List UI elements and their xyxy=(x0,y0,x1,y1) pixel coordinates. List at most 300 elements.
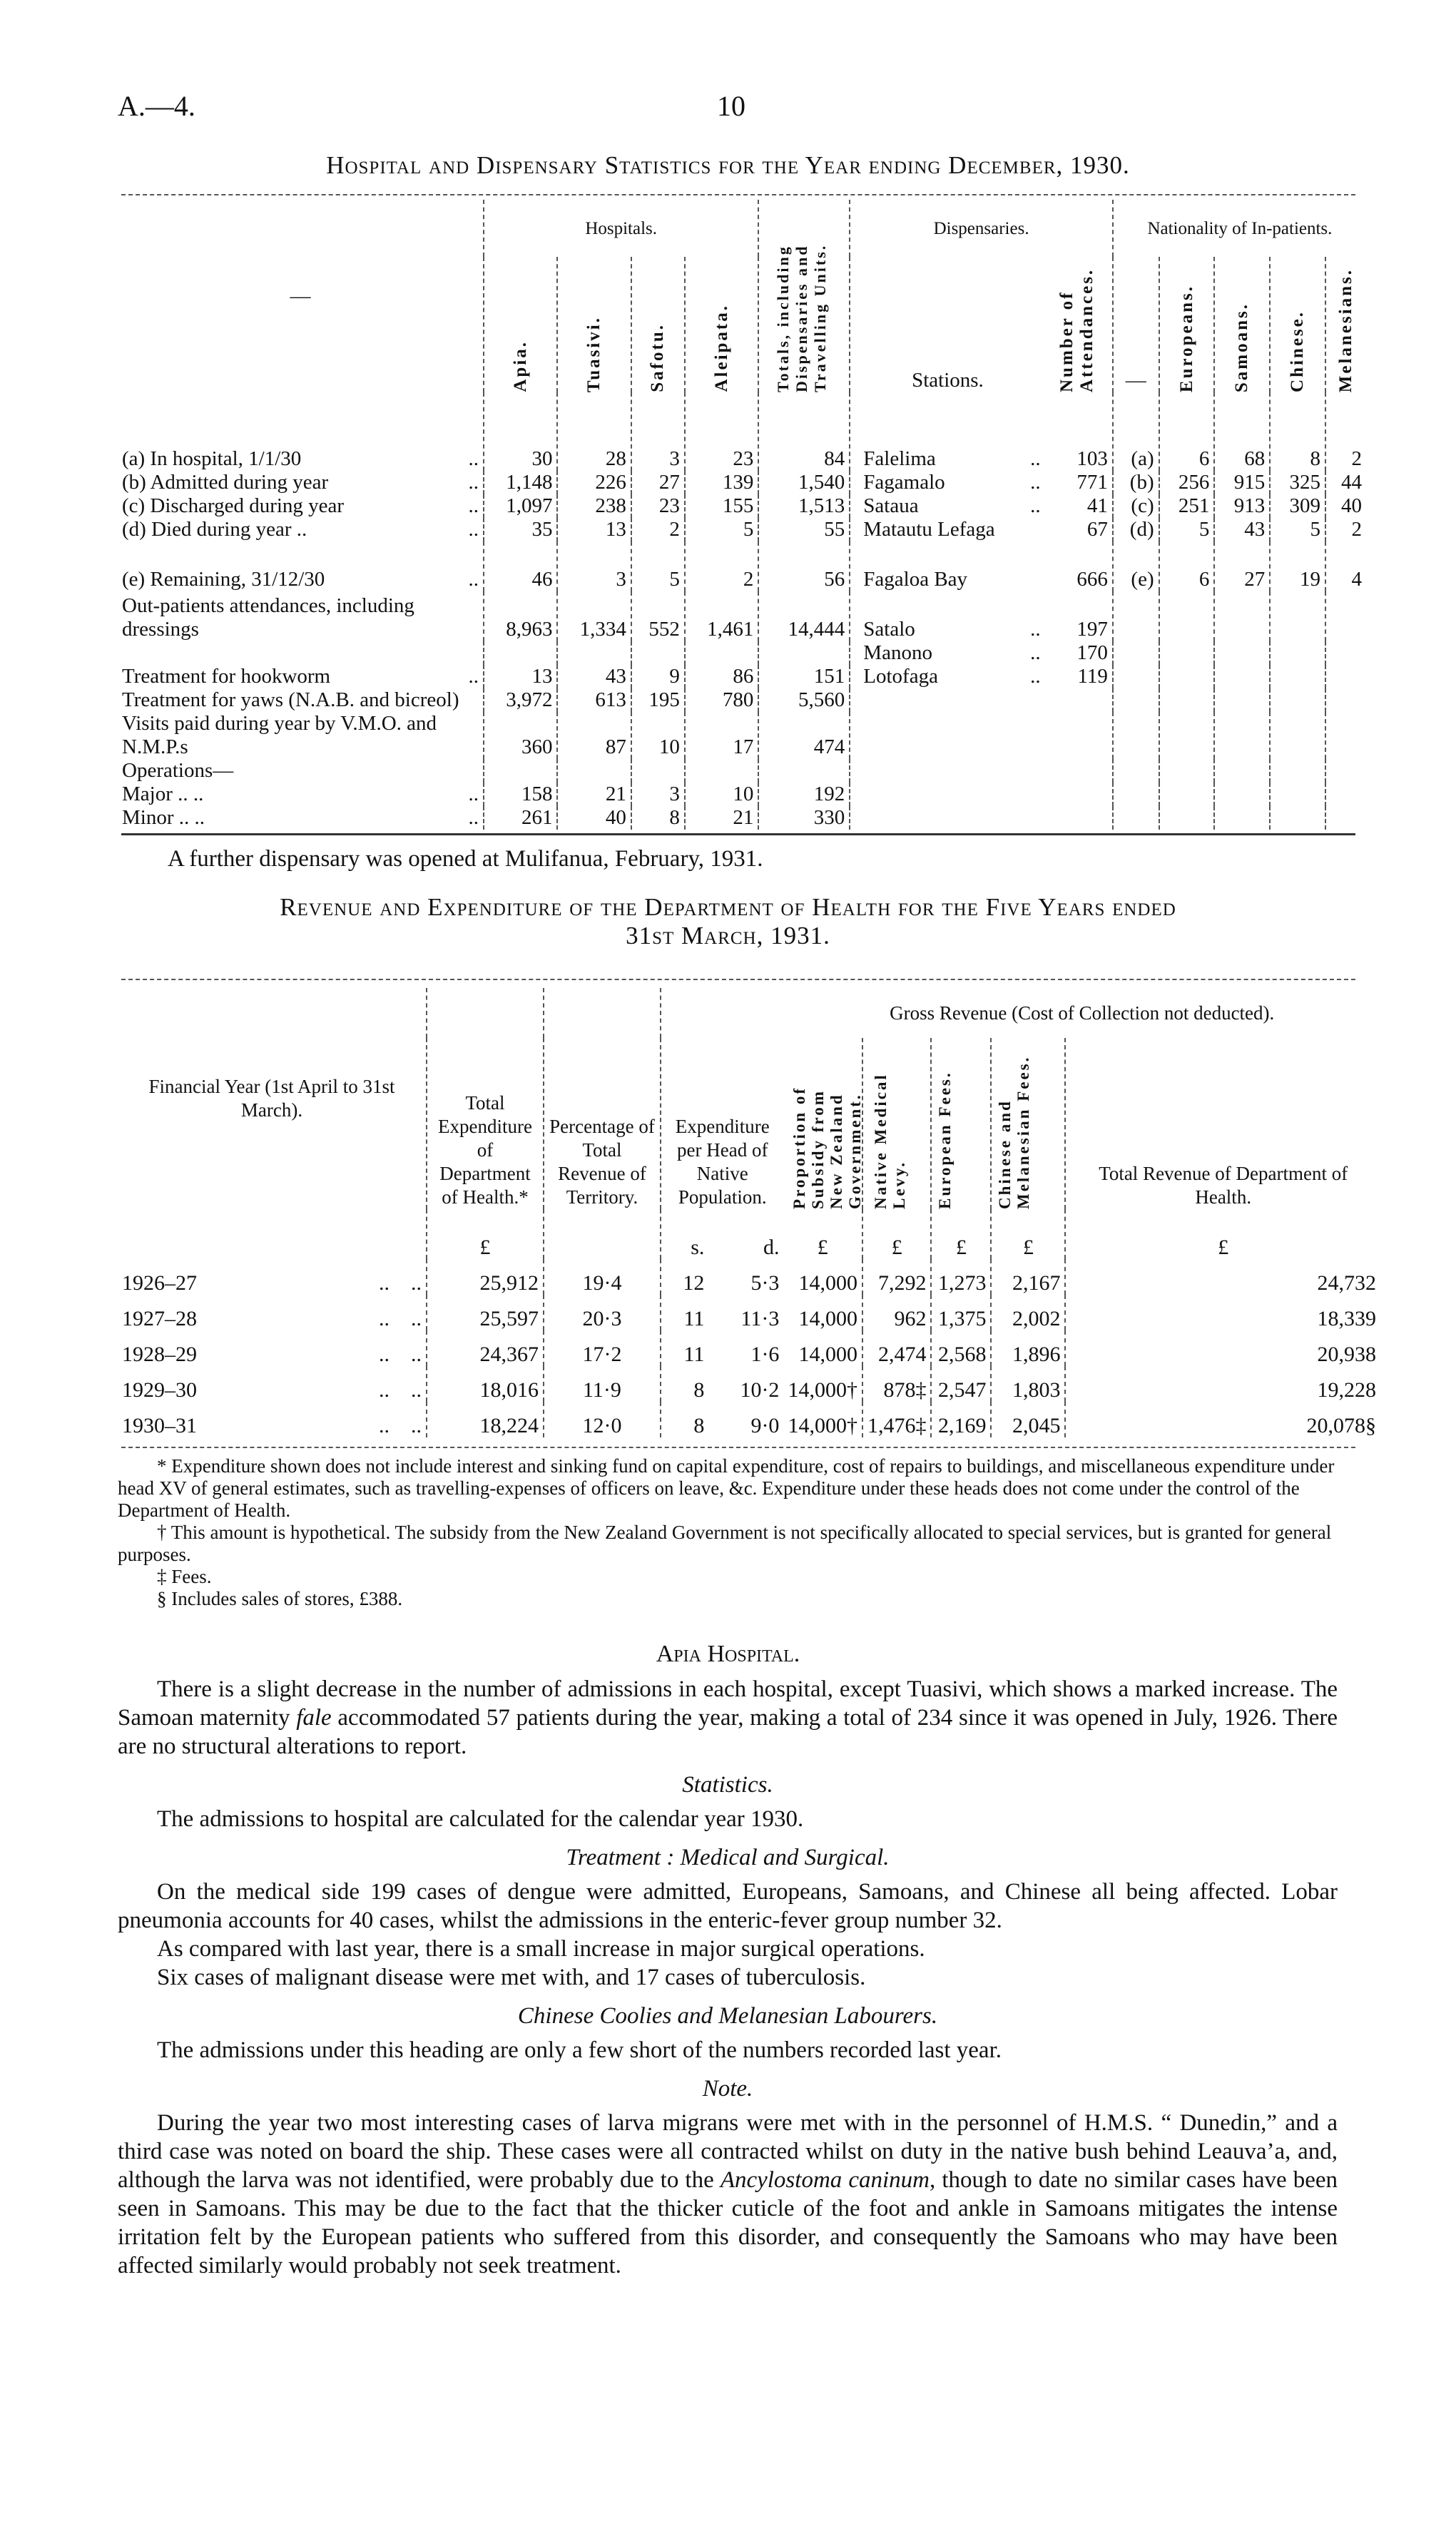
note-heading: Note. xyxy=(702,2076,753,2102)
table-row xyxy=(118,665,1366,688)
treatment-heading: Treatment : Medical and Surgical. xyxy=(566,1845,890,1870)
cell-value: 84 xyxy=(758,392,850,471)
samoans-label: Samoans. xyxy=(1232,302,1252,392)
chinese-melanesian-fees-header: Chinese and Melanesian Fees. xyxy=(996,1055,1033,1209)
nationality-count xyxy=(1325,591,1366,641)
nationality-count xyxy=(1270,591,1325,641)
italic-term: fale xyxy=(296,1705,332,1731)
document-reference: A.—4. xyxy=(118,90,195,122)
nationality-count xyxy=(1214,712,1270,759)
safotu-label: Safotu. xyxy=(648,323,668,392)
samoans-column-header xyxy=(1214,257,1270,392)
cell-value: 1,513 xyxy=(758,494,850,518)
row-label xyxy=(118,471,484,494)
row-label-text: (c) Discharged during year xyxy=(122,494,345,517)
chinese-label: Chinese. xyxy=(1288,310,1308,392)
shillings: 11 xyxy=(661,1295,708,1330)
row-label xyxy=(118,806,484,830)
cell-value xyxy=(557,759,631,783)
row-letter xyxy=(1113,591,1159,641)
nationality-count: 256 xyxy=(1159,471,1215,494)
total-revenue: 20,078§ xyxy=(1065,1402,1380,1437)
total-expenditure: 24,367 xyxy=(427,1330,544,1366)
nationality-count xyxy=(1270,783,1325,806)
attendance-count: 666 xyxy=(1076,568,1108,591)
row-label-text: (e) Remaining, 31/12/30 xyxy=(122,568,325,591)
cell-value: 30 xyxy=(484,392,557,471)
cell-value: 360 xyxy=(484,712,557,759)
nationality-count xyxy=(1159,783,1215,806)
station-name xyxy=(850,783,1044,806)
table-row xyxy=(118,688,1366,712)
attendance-count xyxy=(1045,712,1113,759)
cell-value xyxy=(685,641,758,665)
row-label xyxy=(118,518,484,541)
native-medical-levy: 1,476‡ xyxy=(862,1402,932,1437)
cell-value xyxy=(484,641,557,665)
table-row xyxy=(118,494,1366,518)
cell-value: 5,560 xyxy=(758,688,850,712)
nationality-count: 44 xyxy=(1325,471,1366,494)
leader-dots: .. .. xyxy=(379,1378,422,1402)
leader-dots: .. .. xyxy=(379,1414,422,1437)
hospitals-header: Hospitals. xyxy=(484,200,758,257)
financial-year xyxy=(118,1366,427,1402)
nationality-count xyxy=(1270,665,1325,688)
station-name xyxy=(850,471,1044,494)
leader-dots: .. xyxy=(1030,494,1041,517)
totals-header: Totals, including Dispensaries and Travelling Units. xyxy=(774,243,830,392)
footnote-fees: ‡ Fees. xyxy=(157,1566,212,1587)
cell-value: 613 xyxy=(557,688,631,712)
cell-value: 17 xyxy=(685,712,758,759)
total-expenditure-header: Total Expenditure of Department of Health.* xyxy=(427,988,544,1209)
pence: 5·3 xyxy=(750,1271,780,1295)
row-letter xyxy=(1113,759,1159,783)
nationality-count xyxy=(1214,806,1270,830)
subsidy: 14,000 xyxy=(798,1307,857,1330)
table-row xyxy=(118,1402,1380,1437)
row-label xyxy=(118,759,484,783)
cell-value: 5 xyxy=(685,518,758,541)
cell-value xyxy=(631,641,685,665)
cell-value: 261 xyxy=(484,806,557,830)
cell-value: 28 xyxy=(557,392,631,471)
european-fees: 2,169 xyxy=(931,1402,991,1437)
year-text: 1929–30 xyxy=(122,1378,197,1402)
station-name xyxy=(850,591,1044,641)
page-number: 10 xyxy=(717,90,745,122)
total-revenue: 19,228 xyxy=(1065,1366,1380,1402)
nationality-count: 6 xyxy=(1159,392,1215,471)
attendance-count xyxy=(1045,688,1113,712)
cell-value: 474 xyxy=(758,712,850,759)
total-revenue: 24,732 xyxy=(1065,1259,1380,1295)
cell-value: 13 xyxy=(557,518,631,541)
chinese-melanesian-fees: 1,896 xyxy=(991,1330,1065,1366)
cell-value: 8,963 xyxy=(484,591,557,641)
attendances-label: Number of Attendances. xyxy=(1057,268,1096,392)
letter-column-header: — xyxy=(1113,257,1159,392)
financial-year xyxy=(118,1295,427,1330)
nationality-count xyxy=(1325,688,1366,712)
blank-header: — xyxy=(290,284,311,307)
nationality-count: 5 xyxy=(1270,518,1325,541)
cell-value: 151 xyxy=(758,665,850,688)
row-label-text: (d) Died during year .. xyxy=(122,518,307,541)
row-label xyxy=(118,392,484,471)
footnote-hypothetical: † This amount is hypothetical. The subsidy from the New Zealand Government is not specifically allocated to special services, but is granted for general purposes. xyxy=(118,1522,1332,1565)
cell-value xyxy=(758,641,850,665)
table-row xyxy=(118,806,1366,830)
row-label-text: (a) In hospital, 1/1/30 xyxy=(122,447,302,470)
station-name xyxy=(850,494,1044,518)
cell-value: 40 xyxy=(557,806,631,830)
station-name xyxy=(850,688,1044,712)
nationality-header: Nationality of In-patients. xyxy=(1113,200,1366,257)
nationality-count xyxy=(1159,759,1215,783)
subsidy: 14,000 xyxy=(798,1343,857,1366)
nationality-count: 2 xyxy=(1325,518,1366,541)
row-label-text: Treatment for yaws (N.A.B. and bicreol) xyxy=(122,688,459,711)
leader-dots: .. .. xyxy=(379,1271,422,1295)
cell-value: 2 xyxy=(631,518,685,541)
leader-dots: .. xyxy=(468,665,479,688)
pence: 1·6 xyxy=(750,1343,780,1366)
table-row xyxy=(118,1259,1380,1295)
station-text: Satalo xyxy=(863,618,915,641)
text-segment: There is a slight decrease in the number of admissions in each hospital, except Tuasivi, which shows a marked increase. The Samoan maternity xyxy=(118,1676,1338,1731)
table-row xyxy=(118,759,1366,783)
cell-value xyxy=(484,759,557,783)
nationality-count xyxy=(1214,665,1270,688)
row-label xyxy=(118,541,484,591)
row-letter: (d) xyxy=(1113,518,1159,541)
nationality-count xyxy=(1325,806,1366,830)
pence: 10·2 xyxy=(740,1378,780,1402)
cell-value xyxy=(631,759,685,783)
hospital-statistics-table xyxy=(118,200,1366,830)
european-fees-header: European Fees. xyxy=(936,1071,954,1209)
unit-pound: £ xyxy=(427,1209,544,1259)
nationality-count xyxy=(1325,712,1366,759)
nationality-count: 4 xyxy=(1325,541,1366,591)
station-name xyxy=(850,641,1044,665)
station-text: Fagaloa Bay xyxy=(863,568,968,591)
table2-title-line2: 31st March, 1931. xyxy=(626,922,830,949)
subsidy: 14,000† xyxy=(788,1378,857,1402)
attendance-count xyxy=(1045,806,1113,830)
nationality-count: 27 xyxy=(1214,541,1270,591)
cell-value xyxy=(685,759,758,783)
table-row xyxy=(118,1295,1380,1330)
total-revenue: 18,339 xyxy=(1065,1295,1380,1330)
subsidy: 14,000† xyxy=(788,1414,857,1437)
native-medical-levy: 2,474 xyxy=(862,1330,932,1366)
station-text: Falelima xyxy=(863,447,936,470)
nationality-count: 19 xyxy=(1270,541,1325,591)
unit-pound: £ xyxy=(1065,1209,1380,1259)
cell-value: 1,540 xyxy=(758,471,850,494)
station-text: Sataua xyxy=(863,494,919,517)
nationality-count: 915 xyxy=(1214,471,1270,494)
statistics-heading: Statistics. xyxy=(682,1772,773,1798)
table-row xyxy=(118,712,1366,759)
attendance-count: 771 xyxy=(1076,471,1108,494)
financial-year xyxy=(118,1402,427,1437)
cell-value: 46 xyxy=(484,541,557,591)
paragraph-statistics: The admissions to hospital are calculated for the calendar year 1930. xyxy=(157,1806,804,1832)
italic-term: Ancylostoma caninum xyxy=(720,2167,930,2193)
total-expenditure: 18,224 xyxy=(427,1402,544,1437)
total-revenue-header: Total Revenue of Department of Health. xyxy=(1065,1038,1380,1209)
row-label xyxy=(118,665,484,688)
attendance-count: 197 xyxy=(1076,618,1108,641)
leader-dots: .. xyxy=(468,568,479,591)
leader-dots: .. xyxy=(468,447,479,470)
expenditure-per-head-header: Expenditure per Head of Native Population. xyxy=(661,988,783,1209)
nationality-count xyxy=(1159,806,1215,830)
cell-value: 10 xyxy=(631,712,685,759)
row-label-text: Operations— xyxy=(122,759,234,782)
cell-value: 86 xyxy=(685,665,758,688)
attendance-count: 103 xyxy=(1076,447,1108,470)
chinese-column-header xyxy=(1270,257,1325,392)
cell-value: 238 xyxy=(557,494,631,518)
table-row xyxy=(118,1330,1380,1366)
leader-dots: .. xyxy=(1030,447,1041,470)
nationality-count: 43 xyxy=(1214,518,1270,541)
percentage: 17·2 xyxy=(544,1330,661,1366)
attendance-count: 41 xyxy=(1086,494,1108,517)
safotu-column-header xyxy=(631,257,685,392)
row-letter xyxy=(1113,641,1159,665)
native-medical-levy: 878‡ xyxy=(862,1366,932,1402)
nationality-count xyxy=(1270,806,1325,830)
unit-pound: £ xyxy=(817,1236,828,1259)
station-name xyxy=(850,712,1044,759)
cell-value: 192 xyxy=(758,783,850,806)
cell-value: 139 xyxy=(685,471,758,494)
text-segment: accommodated 57 patients during the year, making a total of 234 since it was opened in July, 1926. There are no structural alterations to report. xyxy=(118,1705,1338,1759)
row-letter xyxy=(1113,783,1159,806)
cell-value: 1,461 xyxy=(685,591,758,641)
further-dispensary-note: A further dispensary was opened at Mulifanua, February, 1931. xyxy=(168,846,763,872)
revenue-expenditure-table xyxy=(118,988,1380,1437)
nationality-count: 68 xyxy=(1214,392,1270,471)
leader-dots: .. xyxy=(1030,665,1041,688)
row-label xyxy=(118,712,484,759)
nationality-count: 8 xyxy=(1270,392,1325,471)
paragraph-malignant: Six cases of malignant disease were met with, and 17 cases of tuberculosis. xyxy=(157,1965,866,1990)
row-letter: (a) xyxy=(1113,392,1159,471)
nationality-count: 913 xyxy=(1214,494,1270,518)
cell-value: 14,444 xyxy=(758,591,850,641)
leader-dots: .. xyxy=(468,518,479,541)
percentage: 20·3 xyxy=(544,1295,661,1330)
leader-dots: .. xyxy=(468,806,479,829)
row-label xyxy=(118,641,484,665)
nationality-count xyxy=(1270,712,1325,759)
nationality-count xyxy=(1214,759,1270,783)
nationality-count xyxy=(1214,783,1270,806)
station-name xyxy=(850,541,1044,591)
table-row xyxy=(118,541,1366,591)
cell-value: 552 xyxy=(631,591,685,641)
cell-value: 155 xyxy=(685,494,758,518)
nationality-count xyxy=(1159,712,1215,759)
cell-value: 55 xyxy=(758,518,850,541)
unit-shillings: s. xyxy=(661,1209,708,1259)
tuasivi-column-header xyxy=(557,257,631,392)
leader-dots: .. xyxy=(468,471,479,494)
table1-title: Hospital and Dispensary Statistics for the Year ending December, 1930. xyxy=(326,151,1130,179)
paragraph-coolies: The admissions under this heading are only a few short of the numbers recorded last year. xyxy=(157,2037,1002,2063)
subsidy-header: Proportion of Subsidy from New Zealand Government. xyxy=(790,1086,865,1209)
leader-dots: .. xyxy=(1030,641,1041,664)
table-row xyxy=(118,783,1366,806)
station-text: Fagamalo xyxy=(863,471,945,494)
cell-value: 21 xyxy=(557,783,631,806)
aleipata-label: Aleipata. xyxy=(711,304,731,392)
cell-value: 330 xyxy=(758,806,850,830)
cell-value: 56 xyxy=(758,541,850,591)
cell-value: 5 xyxy=(631,541,685,591)
european-fees: 2,547 xyxy=(931,1366,991,1402)
percentage-header: Percentage of Total Revenue of Territory. xyxy=(544,988,661,1209)
paragraph-admissions xyxy=(118,1675,1338,1761)
cell-value: 23 xyxy=(631,494,685,518)
unit-pound: £ xyxy=(862,1209,932,1259)
year-text: 1930–31 xyxy=(122,1414,197,1437)
table-row xyxy=(118,641,1366,665)
nationality-count xyxy=(1270,641,1325,665)
apia-column-header xyxy=(484,257,557,392)
shillings: 8 xyxy=(661,1402,708,1437)
table-row xyxy=(118,518,1366,541)
nationality-count: 6 xyxy=(1159,541,1215,591)
station-name xyxy=(850,518,1044,541)
row-label xyxy=(118,591,484,641)
nationality-count xyxy=(1270,759,1325,783)
chinese-melanesian-fees: 1,803 xyxy=(991,1366,1065,1402)
cell-value: 3,972 xyxy=(484,688,557,712)
station-text: Manono xyxy=(863,641,932,664)
stations-header: Stations. xyxy=(850,257,1044,392)
nationality-count xyxy=(1270,688,1325,712)
tuasivi-label: Tuasivi. xyxy=(584,315,604,392)
station-name xyxy=(850,392,1044,471)
row-label xyxy=(118,688,484,712)
nationality-count: 309 xyxy=(1270,494,1325,518)
leader-dots: .. xyxy=(468,783,479,805)
cell-value: 10 xyxy=(685,783,758,806)
chinese-melanesian-fees: 2,002 xyxy=(991,1295,1065,1330)
year-text: 1926–27 xyxy=(122,1271,197,1295)
cell-value: 158 xyxy=(484,783,557,806)
row-label-text: (b) Admitted during year xyxy=(122,471,329,494)
chinese-melanesian-fees: 2,045 xyxy=(991,1402,1065,1437)
table-row xyxy=(118,591,1366,641)
unit-pence: d. xyxy=(763,1236,780,1259)
row-letter xyxy=(1113,712,1159,759)
row-label xyxy=(118,494,484,518)
nationality-count: 325 xyxy=(1270,471,1325,494)
attendances-column-header xyxy=(1045,257,1113,392)
melanesians-column-header xyxy=(1325,257,1366,392)
footnote-expenditure: * Expenditure shown does not include interest and sinking fund on capital expenditure, cost of repairs to buildings, and miscellaneous expenditure under head XV of general estimates, such as travelling-expenses of officers on leave, &c. Expenditure under these heads does not come under the control of the Department of Health. xyxy=(118,1455,1335,1521)
european-fees: 2,568 xyxy=(931,1330,991,1366)
unit-pound: £ xyxy=(931,1209,991,1259)
row-label xyxy=(118,783,484,806)
nationality-count: 2 xyxy=(1325,392,1366,471)
percentage: 11·9 xyxy=(544,1366,661,1402)
native-medical-levy-header: Native Medical Levy. xyxy=(872,1073,909,1209)
table2-title-line1: Revenue and Expenditure of the Department of Health for the Five Years ended xyxy=(280,893,1176,921)
table-row xyxy=(118,471,1366,494)
row-letter xyxy=(1113,688,1159,712)
attendance-count: 67 xyxy=(1086,518,1108,541)
percentage: 19·4 xyxy=(544,1259,661,1295)
cell-value: 9 xyxy=(631,665,685,688)
cell-value: 3 xyxy=(631,783,685,806)
row-label-text: Visits paid during year by V.M.O. and N.M.P.s xyxy=(122,712,437,758)
nationality-count xyxy=(1325,783,1366,806)
financial-year xyxy=(118,1330,427,1366)
paragraph-medical: On the medical side 199 cases of dengue were admitted, Europeans, Samoans, and Chinese all being affected. Lobar pneumonia accounts for 40 cases, whilst the admissions in the enteric-fever group number 32. xyxy=(118,1879,1338,1933)
nationality-count: 40 xyxy=(1325,494,1366,518)
cell-value: 1,334 xyxy=(557,591,631,641)
cell-value: 780 xyxy=(685,688,758,712)
cell-value: 8 xyxy=(631,806,685,830)
nationality-count xyxy=(1214,641,1270,665)
native-medical-levy: 962 xyxy=(862,1295,932,1330)
financial-year-header: Financial Year (1st April to 31st March). xyxy=(148,1076,395,1121)
unit-pound: £ xyxy=(991,1209,1065,1259)
cell-value: 87 xyxy=(557,712,631,759)
apia-hospital-heading: Apia Hospital. xyxy=(656,1641,800,1667)
european-fees: 1,273 xyxy=(931,1259,991,1295)
cell-value: 3 xyxy=(557,541,631,591)
cell-value xyxy=(557,641,631,665)
gross-revenue-header: Gross Revenue (Cost of Collection not deducted). xyxy=(890,1002,1275,1024)
cell-value: 23 xyxy=(685,392,758,471)
shillings: 12 xyxy=(661,1259,708,1295)
cell-value: 1,148 xyxy=(484,471,557,494)
coolies-heading: Chinese Coolies and Melanesian Labourers. xyxy=(517,2003,938,2029)
row-letter: (b) xyxy=(1113,471,1159,494)
nationality-count xyxy=(1159,641,1215,665)
leader-dots: .. xyxy=(1030,471,1041,494)
leader-dots: .. xyxy=(1030,618,1041,641)
europeans-label: Europeans. xyxy=(1176,284,1196,392)
total-revenue: 20,938 xyxy=(1065,1330,1380,1366)
native-medical-levy: 7,292 xyxy=(862,1259,932,1295)
nationality-count: 5 xyxy=(1159,518,1215,541)
row-letter: (c) xyxy=(1113,494,1159,518)
footnotes xyxy=(118,1455,1352,1610)
nationality-count: 251 xyxy=(1159,494,1215,518)
row-label-text: Treatment for hookworm xyxy=(122,665,331,688)
nationality-count xyxy=(1214,591,1270,641)
cell-value: 27 xyxy=(631,471,685,494)
apia-label: Apia. xyxy=(510,340,530,392)
nationality-count xyxy=(1159,665,1215,688)
cell-value: 195 xyxy=(631,688,685,712)
cell-value xyxy=(758,759,850,783)
table-row xyxy=(118,1366,1380,1402)
station-name xyxy=(850,759,1044,783)
